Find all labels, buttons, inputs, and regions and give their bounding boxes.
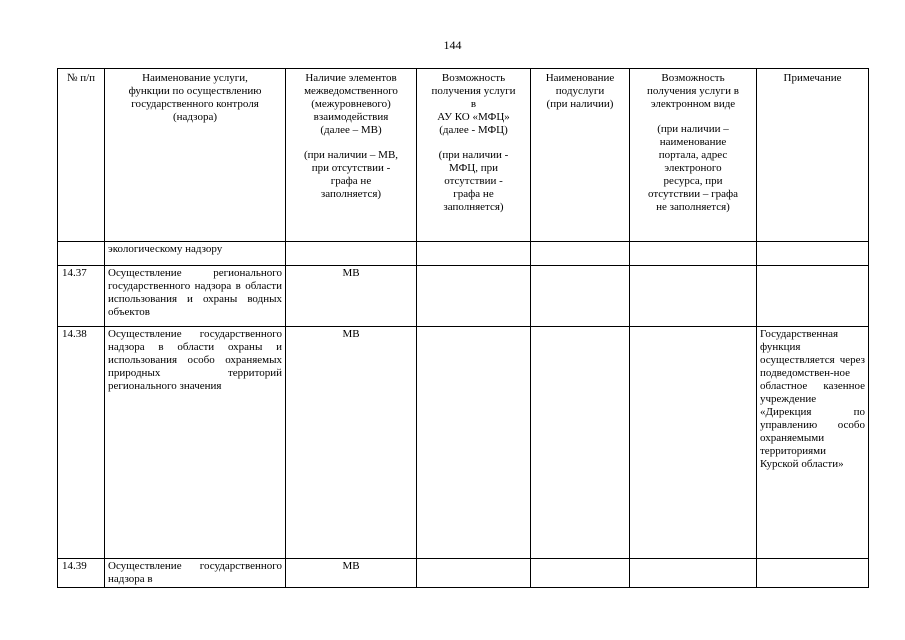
table-row bbox=[58, 242, 869, 266]
subservice-cell bbox=[531, 559, 630, 588]
mfc-cell bbox=[417, 327, 531, 559]
table-row bbox=[58, 327, 869, 559]
mv-cell: МВ bbox=[286, 266, 417, 327]
mfc-cell bbox=[417, 266, 531, 327]
mfc-cell bbox=[417, 559, 531, 588]
header-row bbox=[58, 69, 869, 242]
header-mfc: Возможность получения услуги в АУ КО «МФЦ» (далее - МФЦ) (при наличии - МФЦ, при отсутствии - графа не заполняется) bbox=[417, 69, 531, 242]
electronic-cell bbox=[630, 559, 757, 588]
subservice-cell bbox=[531, 327, 630, 559]
row-number: 14.38 bbox=[58, 327, 105, 559]
table-row bbox=[58, 266, 869, 327]
header-name: Наименование услуги, функции по осуществлению государственного контроля (надзора) bbox=[105, 69, 286, 242]
service-name: Осуществление государственного надзора в области охраны и использования особо охраняемых природных территорий регионального значения bbox=[105, 327, 286, 559]
remark-cell bbox=[757, 242, 869, 266]
table-row bbox=[58, 559, 869, 588]
header-num: № п/п bbox=[58, 69, 105, 242]
mv-cell bbox=[286, 242, 417, 266]
electronic-cell bbox=[630, 242, 757, 266]
remark-cell bbox=[757, 559, 869, 588]
row-number: 14.39 bbox=[58, 559, 105, 588]
electronic-cell bbox=[630, 327, 757, 559]
service-name: Осуществление государственного надзора в bbox=[105, 559, 286, 588]
electronic-cell bbox=[630, 266, 757, 327]
header-mv: Наличие элементов межведомственного (межуровневого) взаимодействия (далее – МВ) (при наличии – МВ, при отсутствии - графа не заполняется) bbox=[286, 69, 417, 242]
remark-cell bbox=[757, 266, 869, 327]
remark-cell: Государственная функция осуществляется через подведомствен-ное областное казенное учреждение «Дирекция по управлению особо охраняемыми территориями Курской области» bbox=[757, 327, 869, 559]
mv-cell: МВ bbox=[286, 327, 417, 559]
header-subservice: Наименование подуслуги (при наличии) bbox=[531, 69, 630, 242]
row-number: 14.37 bbox=[58, 266, 105, 327]
subservice-cell bbox=[531, 266, 630, 327]
row-number bbox=[58, 242, 105, 266]
header-electronic: Возможность получения услуги в электронном виде (при наличии – наименование портала, адрес электроного ресурса, при отсутствии – графа не заполняется) bbox=[630, 69, 757, 242]
header-remark: Примечание bbox=[757, 69, 869, 242]
service-name: Осуществление регионального государственного надзора в области использования и охраны водных объектов bbox=[105, 266, 286, 327]
mv-cell: МВ bbox=[286, 559, 417, 588]
page-number: 144 bbox=[443, 38, 462, 52]
subservice-cell bbox=[531, 242, 630, 266]
service-name: экологическому надзору bbox=[105, 242, 286, 266]
services-table bbox=[57, 68, 869, 588]
mfc-cell bbox=[417, 242, 531, 266]
